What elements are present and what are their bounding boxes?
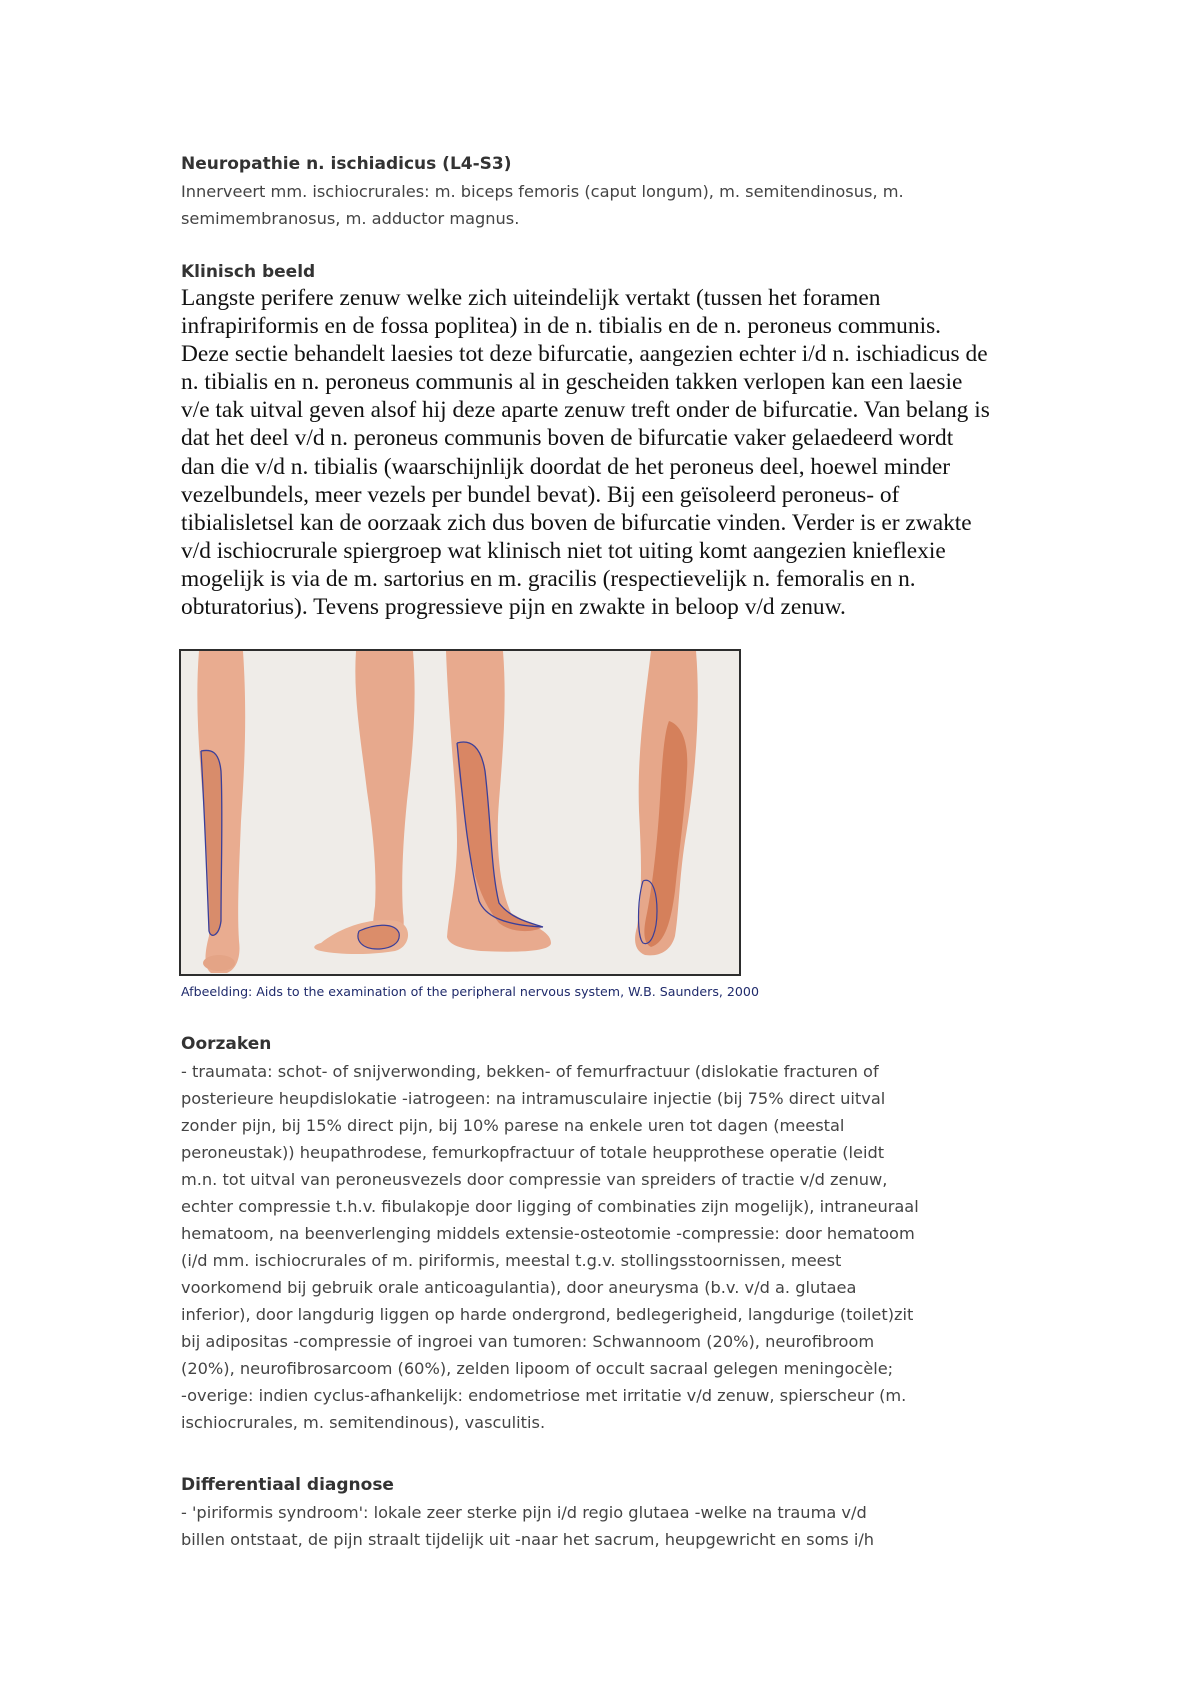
paragraph-line: zonder pijn, bij 15% direct pijn, bij 10% parese na enkele uren tot dagen (meestal (181, 1116, 845, 1135)
section-oorzaken (181, 1031, 1041, 1436)
intro-line: semimembranosus, m. adductor magnus. (181, 209, 520, 228)
paragraph-line: m.n. tot uitval van peroneusvezels door compressie van spreiders of tractie v/d zenuw, (181, 1170, 888, 1189)
paragraph-line: (20%), neurofibrosarcoom (60%), zelden lipoom of occult sacraal gelegen meningocèle; (181, 1359, 894, 1378)
paragraph-line: bij adipositas -compressie of ingroei van tumoren: Schwannoom (20%), neurofibroom (181, 1332, 875, 1351)
paragraph-line: v/e tak uitval geven alsof hij deze aparte zenuw treft onder de bifurcatie. Van belang is (181, 397, 990, 424)
paragraph-line: -overige: indien cyclus-afhankelijk: endometriose met irritatie v/d zenuw, spierscheur (m. (181, 1386, 907, 1405)
paragraph-line: tibialisletsel kan de oorzaak zich dus boven de bifurcatie vinden. Verder is er zwakte (181, 509, 972, 536)
paragraph-line: infrapiriformis en de fossa poplitea) in de n. tibialis en de n. peroneus communis. (181, 313, 942, 340)
section-title: Oorzaken (181, 1034, 272, 1054)
intro-line: Innerveert mm. ischiocrurales: m. biceps femoris (caput longum), m. semitendinosus, m. (181, 182, 904, 201)
section-sciatic-neuropathy (181, 151, 1041, 232)
paragraph-line: mogelijk is via de m. sartorius en m. gracilis (respectievelijk n. femoralis en n. (181, 565, 916, 592)
section-title: Neuropathie n. ischiadicus (L4-S3) (181, 154, 512, 174)
paragraph-line: billen ontstaat, de pijn straalt tijdelijk uit -naar het sacrum, heupgewricht en soms i/h (181, 1530, 875, 1549)
paragraph-line: echter compressie t.h.v. fibulakopje door ligging of combinaties zijn mogelijk), intraneuraal (181, 1197, 919, 1216)
section-klinisch-beeld (181, 259, 1041, 621)
paragraph-line: obturatorius). Tevens progressieve pijn en zwakte in beloop v/d zenuw. (181, 594, 846, 621)
paragraph-line: dan die v/d n. tibialis (waarschijnlijk doordat de het peroneus deel, hoewel minder (181, 453, 951, 480)
paragraph-line: n. tibialis en n. peroneus communis al in gescheiden takken verlopen kan een laesie (181, 369, 963, 396)
paragraph-line: dat het deel v/d n. peroneus communis boven de bifurcatie vaker gelaedeerd wordt (181, 425, 954, 452)
paragraph-line: peroneustak)) heupathrodese, femurkopfractuur of totale heupprothese operatie (leidt (181, 1143, 885, 1162)
paragraph-line: - 'piriformis syndroom': lokale zeer sterke pijn i/d regio glutaea -welke na trauma v/d (181, 1503, 867, 1522)
paragraph-line: - traumata: schot- of snijverwonding, bekken- of femurfractuur (dislokatie fracturen of (181, 1062, 879, 1081)
paragraph-line: inferior), door langdurig liggen op harde ondergrond, bedlegerigheid, langdurige (toilet)zit (181, 1305, 914, 1324)
legs-illustration-svg (181, 651, 739, 974)
section-title: Differentiaal diagnose (181, 1475, 394, 1495)
paragraph-line: v/d ischiocrurale spiergroep wat klinisch niet tot uiting komt aangezien knieflexie (181, 537, 946, 564)
legs-illustration (179, 649, 741, 976)
paragraph-line: posterieure heupdislokatie -iatrogeen: na intramusculaire injectie (bij 75% direct uitval (181, 1089, 886, 1108)
paragraph-line: Deze sectie behandelt laesies tot deze bifurcatie, aangezien echter i/d n. ischiadicus de (181, 341, 988, 368)
paragraph-line: hematoom, na beenverlenging middels extensie-osteotomie -compressie: door hematoom (181, 1224, 915, 1243)
paragraph-line: Langste perifere zenuw welke zich uiteindelijk vertakt (tussen het foramen (181, 285, 881, 311)
paragraph-line: (i/d mm. ischiocrurales of m. piriformis, meestal t.g.v. stollingsstoornissen, meest (181, 1251, 842, 1270)
paragraph-line: ischiocrurales, m. semitendinous), vasculitis. (181, 1413, 546, 1432)
section-title: Klinisch beeld (181, 262, 316, 282)
paragraph-line: voorkomend bij gebruik orale anticoagulantia), door aneurysma (b.v. v/d a. glutaea (181, 1278, 857, 1297)
paragraph-line: vezelbundels, meer vezels per bundel bevat). Bij een geïsoleerd peroneus- of (181, 481, 900, 508)
figure-caption: Afbeelding: Aids to the examination of the peripheral nervous system, W.B. Saunders, 2000 (181, 984, 759, 999)
section-differentiaal-diagnose (181, 1472, 1041, 1553)
